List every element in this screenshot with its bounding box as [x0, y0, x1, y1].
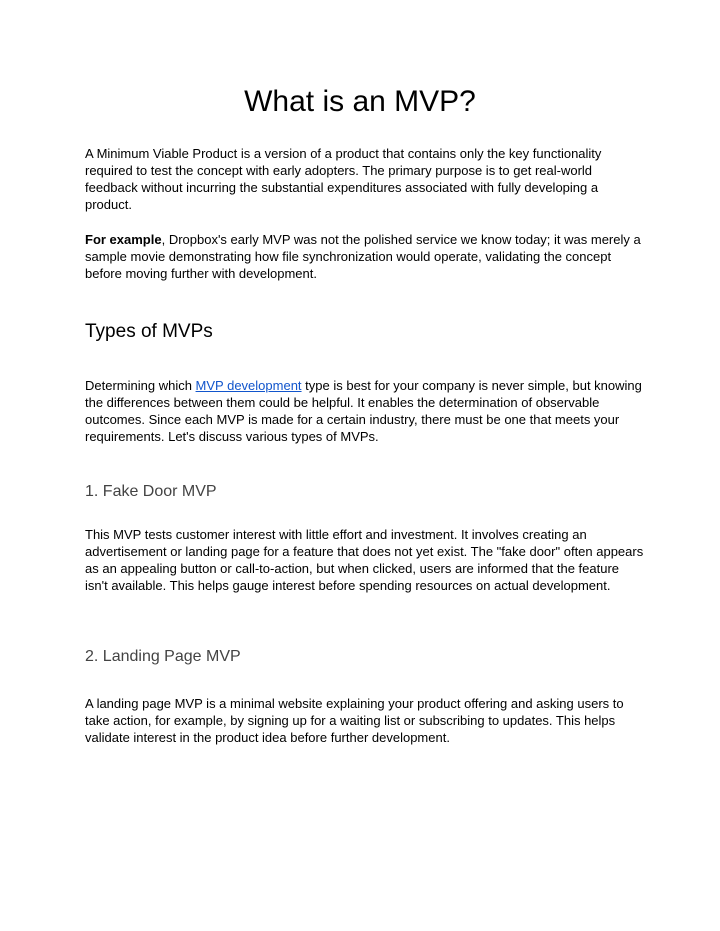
fake-door-paragraph: This MVP tests customer interest with little effort and investment. It involves creating an advertisement or landing page for a feature that does not yet exist. The "fake door" often appears as an appealing button or call-to-action, but when clicked, users are informed that the feature isn't available. This helps gauge interest before spending resources on actual development. [85, 527, 644, 593]
landing-page-paragraph: A landing page MVP is a minimal website explaining your product offering and asking users to take action, for example, by signing up for a waiting list or subscribing to updates. This helps validate interest in the product idea before further development. [85, 696, 624, 745]
example-text: , Dropbox's early MVP was not the polished service we know today; it was merely a sample movie demonstrating how file synchronization would operate, validating the concept before moving further with development. [85, 232, 641, 281]
mvp-development-link[interactable]: MVP development [195, 378, 302, 393]
example-paragraph [85, 231, 645, 282]
intro-paragraph: A Minimum Viable Product is a version of a product that contains only the key functionality required to test the concept with early adopters. The primary purpose is to get real-world feedback without incurring the substantial expenditures associated with fully developing a product. [85, 146, 602, 212]
types-paragraph [85, 377, 645, 445]
fake-door-heading: 1. Fake Door MVP [85, 483, 217, 500]
landing-page-heading: 2. Landing Page MVP [85, 648, 241, 665]
page-title: What is an MVP? [244, 85, 476, 118]
types-heading: Types of MVPs [85, 321, 213, 342]
types-text-before-link: Determining which [85, 378, 196, 393]
example-lead: For example [85, 232, 162, 247]
types-text-after-link: type is best for your company is never simple, but knowing the differences between them could be helpful. It enables the determination of observable outcomes. Since each MVP is made for a certain industry, there must be one that meets your requirements. Let's discuss various types of MVPs. [85, 378, 642, 444]
